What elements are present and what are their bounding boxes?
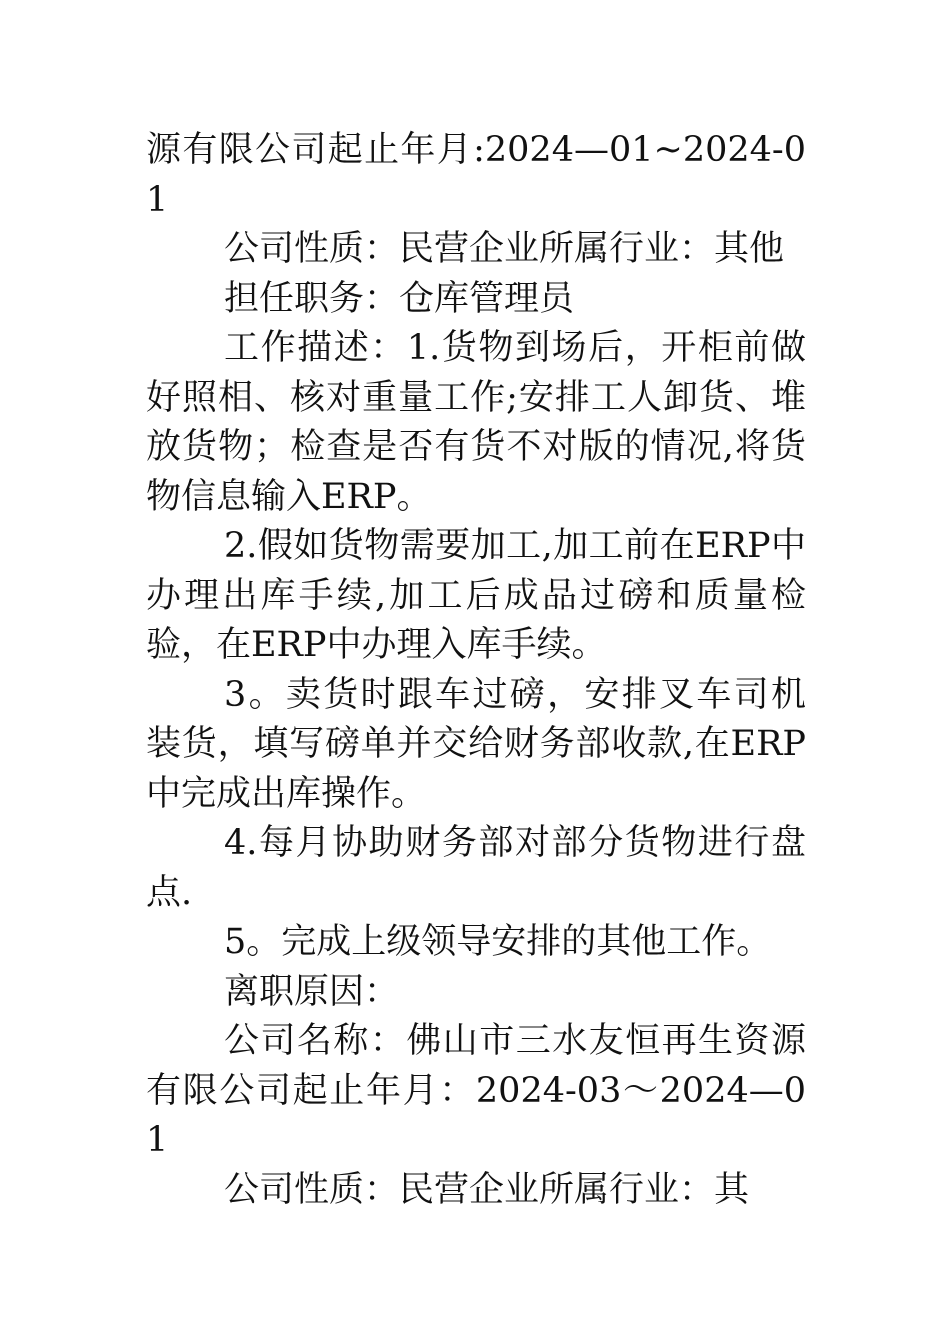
paragraph-company-name: 公司名称：佛山市三水友恒再生资源有限公司起止年月：2024-03～2024—01 [146, 1021, 806, 1160]
paragraph-company-nature-2: 公司性质：民营企业所属行业：其 [224, 1169, 750, 1210]
paragraph-job-description-2: 2.假如货物需要加工,加工前在ERP中办理出库手续,加工后成品过磅和质量检验，在ERP中办理入库手续。 [146, 526, 806, 665]
paragraph-job-description-1: 工作描述：1.货物到场后，开柜前做好照相、核对重量工作;安排工人卸货、堆放货物；检查是否有货不对版的情况,将货物信息输入ERP。 [146, 328, 806, 517]
paragraph-company-nature: 公司性质：民营企业所属行业：其他 [224, 229, 785, 269]
paragraph-job-description-5: 5。完成上级领导安排的其他工作。 [224, 922, 772, 962]
paragraph-job-description-4: 4.每月协助财务部对部分货物进行盘点. [146, 823, 806, 913]
paragraph-job-description-3: 3。卖货时跟车过磅，安排叉车司机装货，填写磅单并交给财务部收款,在ERP中完成出库操作。 [146, 674, 806, 814]
paragraph-company-dates: 源有限公司起止年月:2024—01~2024-01 [146, 130, 806, 220]
document-body [146, 126, 806, 1215]
paragraph-leaving-reason: 离职原因： [224, 971, 400, 1012]
paragraph-position: 担任职务：仓库管理员 [224, 278, 575, 319]
